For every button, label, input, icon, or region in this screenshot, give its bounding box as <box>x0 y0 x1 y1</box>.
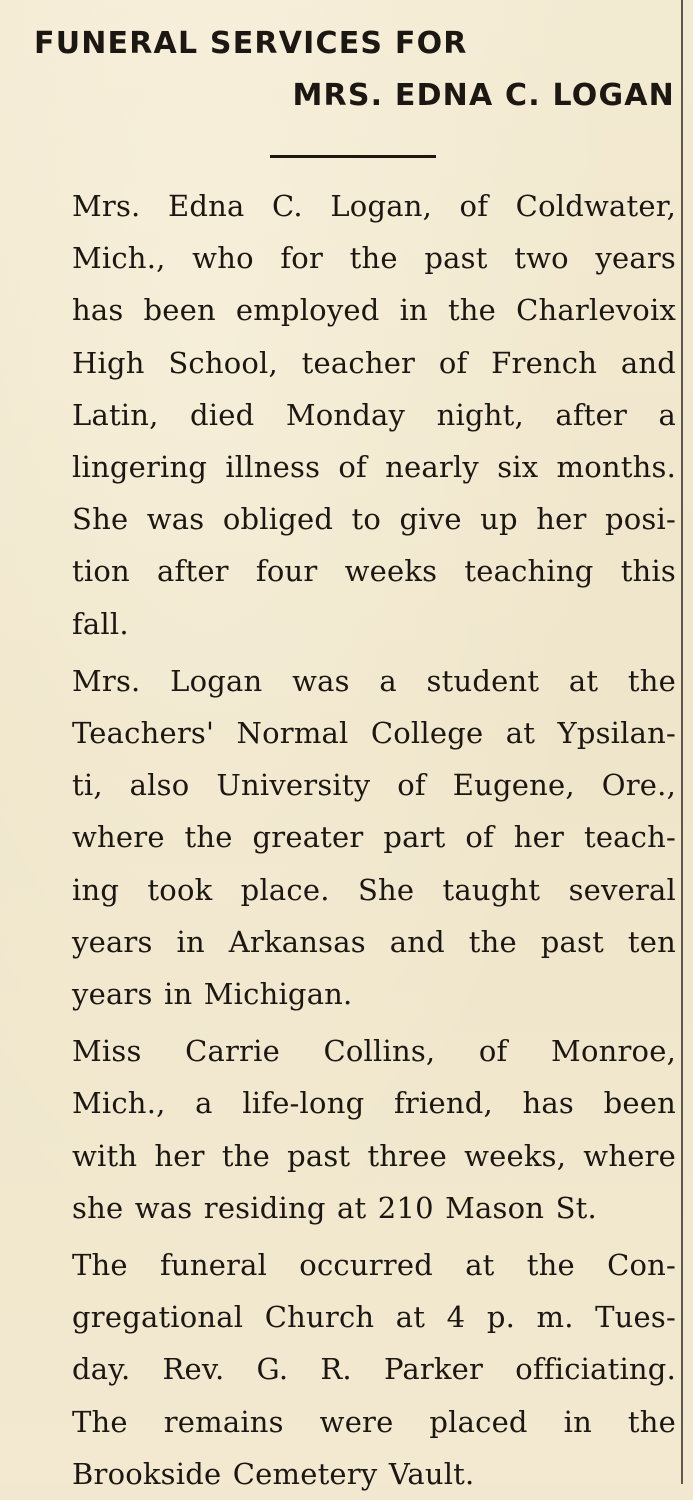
text-line: where the greater part of her teach- <box>72 820 676 855</box>
text-line: Mich., who for the past two years <box>72 241 676 276</box>
text-line: The remains were placed in the <box>72 1404 676 1439</box>
text-line: day. Rev. G. R. Parker officiating. <box>72 1352 676 1387</box>
text-line: Brookside Cemetery Vault. <box>72 1456 475 1491</box>
text-line: years in Michigan. <box>72 977 353 1012</box>
text-line: Mrs. Edna C. Logan, of Coldwater, <box>72 189 676 223</box>
text-line: Teachers' Normal College at Ypsilan- <box>72 716 676 751</box>
text-line: Mich., a life-long friend, has been <box>72 1086 676 1121</box>
text-line: Miss Carrie Collins, of Monroe, <box>72 1034 676 1069</box>
text-line: The funeral occurred at the Con- <box>72 1248 676 1283</box>
paragraph-4 <box>32 1239 676 1500</box>
text-line: Mrs. Logan was a student at the <box>72 663 676 698</box>
paragraph-1 <box>32 180 676 650</box>
article-body <box>32 180 676 1500</box>
text-line: ti, also University of Eugene, Ore., <box>72 768 676 803</box>
headline-divider-rule <box>270 155 436 158</box>
text-line: gregational Church at 4 p. m. Tues- <box>72 1300 676 1335</box>
text-line: She was obliged to give up her posi- <box>72 502 676 537</box>
column-edge-line <box>681 0 683 1484</box>
text-line: fall. <box>72 606 129 641</box>
paragraph-3 <box>32 1025 676 1234</box>
text-line: Latin, died Monday night, after a <box>72 397 676 432</box>
text-line: ing took place. She taught several <box>72 872 676 907</box>
text-line: has been employed in the Charlevoix <box>72 293 676 328</box>
text-line: tion after four weeks teaching this <box>72 554 676 589</box>
headline-line-1: FUNERAL SERVICES FOR <box>34 26 468 61</box>
text-line: years in Arkansas and the past ten <box>72 924 676 959</box>
paragraph-2 <box>32 655 676 1020</box>
text-line: with her the past three weeks, where <box>72 1138 676 1173</box>
text-line: High School, teacher of French and <box>72 345 676 380</box>
text-line: she was residing at 210 Mason St. <box>72 1190 597 1225</box>
text-line: lingering illness of nearly six months. <box>72 450 676 485</box>
headline-line-2: MRS. EDNA C. LOGAN <box>292 78 675 113</box>
